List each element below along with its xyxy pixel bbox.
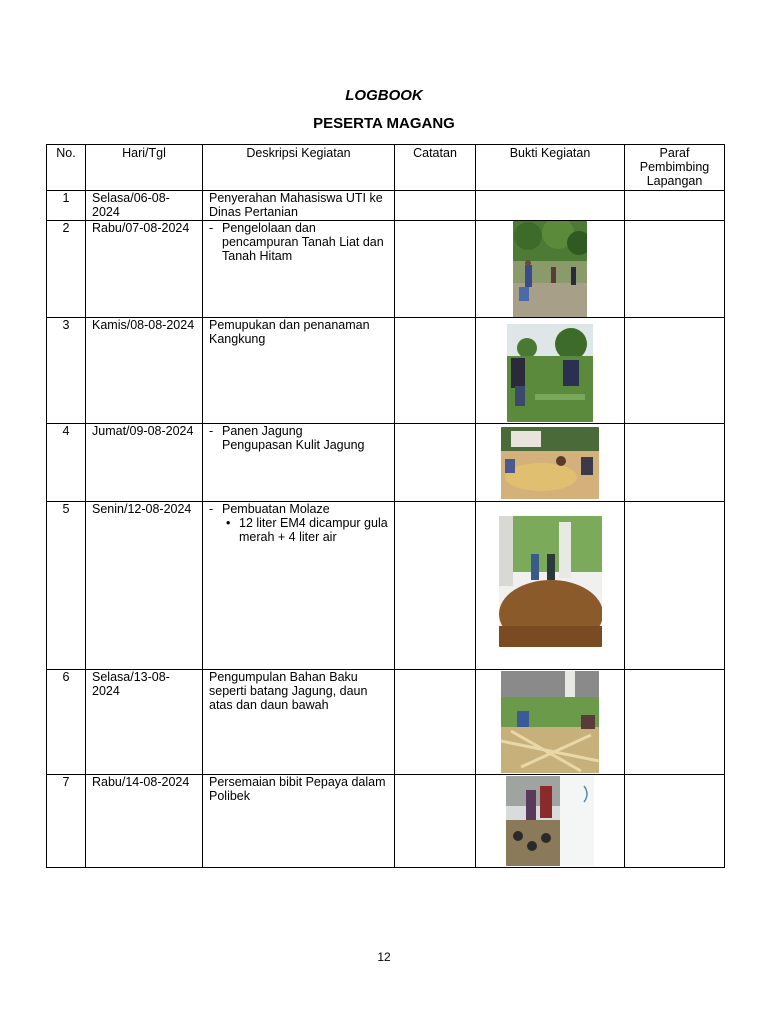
row-signature xyxy=(625,424,725,502)
row-evidence xyxy=(476,318,625,424)
row-signature xyxy=(625,191,725,221)
photo-soil-mixing xyxy=(513,221,587,317)
row-description: Penyerahan Mahasiswa UTI ke Dinas Pertanian xyxy=(203,191,395,221)
table-row xyxy=(47,191,725,221)
row-no: 3 xyxy=(47,318,86,424)
row-date: Jumat/09-08-2024 xyxy=(86,424,203,502)
row-date: Senin/12-08-2024 xyxy=(86,502,203,670)
document-subtitle: PESERTA MAGANG xyxy=(313,115,455,132)
row-description xyxy=(203,502,395,670)
document-title: LOGBOOK xyxy=(345,87,423,104)
row-date: Rabu/14-08-2024 xyxy=(86,775,203,868)
row-notes xyxy=(395,775,476,868)
row-signature xyxy=(625,670,725,775)
description-bullet: • 12 liter EM4 dicampur gula merah + 4 liter air xyxy=(209,516,388,544)
photo-molasses-compost xyxy=(499,516,602,647)
row-no: 7 xyxy=(47,775,86,868)
table-row xyxy=(47,221,725,318)
row-no: 6 xyxy=(47,670,86,775)
header-date: Hari/Tgl xyxy=(86,145,203,191)
row-date: Rabu/07-08-2024 xyxy=(86,221,203,318)
table-row xyxy=(47,424,725,502)
row-no: 4 xyxy=(47,424,86,502)
table-header-row xyxy=(47,145,725,191)
row-evidence xyxy=(476,424,625,502)
header-description: Deskripsi Kegiatan xyxy=(203,145,395,191)
row-date: Kamis/08-08-2024 xyxy=(86,318,203,424)
row-notes xyxy=(395,191,476,221)
table-row xyxy=(47,775,725,868)
row-evidence xyxy=(476,191,625,221)
row-no: 5 xyxy=(47,502,86,670)
description-dash-item: - Pengelolaan dan pencampuran Tanah Liat dan Tanah Hitam xyxy=(209,221,388,263)
row-signature xyxy=(625,775,725,868)
row-evidence xyxy=(476,502,625,670)
row-evidence xyxy=(476,775,625,868)
row-evidence xyxy=(476,670,625,775)
row-description: Persemaian bibit Pepaya dalam Polibek xyxy=(203,775,395,868)
row-notes xyxy=(395,670,476,775)
photo-collecting-corn-stalks xyxy=(501,671,599,773)
table-row xyxy=(47,318,725,424)
row-description: Pemupukan dan penanaman Kangkung xyxy=(203,318,395,424)
header-notes: Catatan xyxy=(395,145,476,191)
row-description xyxy=(203,424,395,502)
row-signature xyxy=(625,318,725,424)
photo-planting-kangkung xyxy=(507,324,593,422)
table-row xyxy=(47,502,725,670)
row-notes xyxy=(395,424,476,502)
description-dash-item: - Panen Jagung xyxy=(209,424,388,438)
row-notes xyxy=(395,221,476,318)
header-no: No. xyxy=(47,145,86,191)
description-dash-item: - Pembuatan Molaze xyxy=(209,502,388,516)
logbook-table xyxy=(46,144,725,868)
row-no: 2 xyxy=(47,221,86,318)
page-number: 12 xyxy=(377,950,391,964)
row-date: Selasa/06-08-2024 xyxy=(86,191,203,221)
row-no: 1 xyxy=(47,191,86,221)
header-evidence: Bukti Kegiatan xyxy=(476,145,625,191)
row-date: Selasa/13-08-2024 xyxy=(86,670,203,775)
row-notes xyxy=(395,318,476,424)
photo-papaya-seedlings xyxy=(506,776,594,866)
header-signature: Paraf Pembimbing Lapangan xyxy=(625,145,725,191)
row-description xyxy=(203,221,395,318)
row-signature xyxy=(625,221,725,318)
description-continuation: Pengupasan Kulit Jagung xyxy=(222,438,365,452)
row-evidence xyxy=(476,221,625,318)
table-row xyxy=(47,670,725,775)
row-notes xyxy=(395,502,476,670)
row-description: Pengumpulan Bahan Baku seperti batang Jagung, daun atas dan daun bawah xyxy=(203,670,395,775)
row-signature xyxy=(625,502,725,670)
photo-corn-husking xyxy=(501,427,599,499)
